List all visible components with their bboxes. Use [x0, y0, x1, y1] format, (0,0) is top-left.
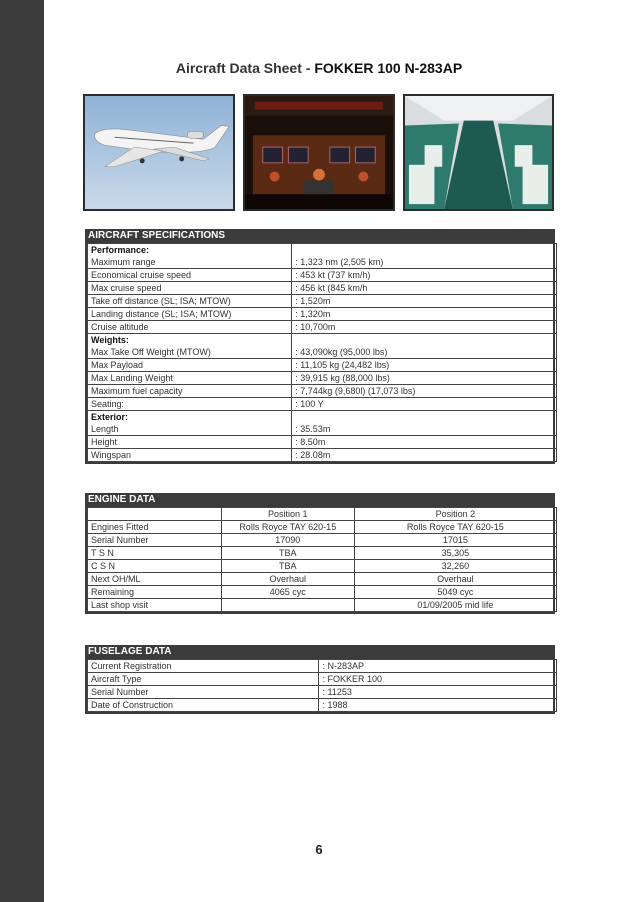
- engine-label: T S N: [88, 547, 222, 560]
- spec-value: : 43,090kg (95,000 lbs): [292, 346, 557, 359]
- engine-label: Next OH/ML: [88, 573, 222, 586]
- table-row: [88, 560, 557, 573]
- page-title: [44, 60, 594, 76]
- engine-position-2: 5049 cyc: [354, 586, 556, 599]
- section-header: AIRCRAFT SPECIFICATIONS: [85, 229, 555, 243]
- table-row: [88, 547, 557, 560]
- table-row: [88, 359, 557, 372]
- spec-label: Max cruise speed: [88, 282, 292, 295]
- table-row: [88, 673, 557, 686]
- specifications-table: [87, 243, 557, 462]
- fuselage-label: Serial Number: [88, 686, 319, 699]
- table-row: [88, 256, 557, 269]
- fuselage-value: : 11253: [319, 686, 557, 699]
- engine-label: Remaining: [88, 586, 222, 599]
- group-label: Exterior:: [88, 411, 292, 424]
- spec-value: : 456 kt (845 km/h: [292, 282, 557, 295]
- engine-position-2: 17015: [354, 534, 556, 547]
- table-row: [88, 686, 557, 699]
- spec-value: : 1,323 nm (2,505 km): [292, 256, 557, 269]
- engine-label: Engines Fitted: [88, 521, 222, 534]
- table-row: [88, 599, 557, 612]
- spec-label: Length: [88, 423, 292, 436]
- column-header: Position 2: [354, 508, 556, 521]
- engine-position-1: [221, 599, 354, 612]
- engine-position-2: Overhaul: [354, 573, 556, 586]
- fuselage-value: : FOKKER 100: [319, 673, 557, 686]
- title-prefix: Aircraft Data Sheet -: [175, 60, 315, 76]
- spec-value: : 10,700m: [292, 321, 557, 334]
- spec-label: Maximum range: [88, 256, 292, 269]
- spec-value: : 1,520m: [292, 295, 557, 308]
- engine-position-2: 01/09/2005 mid life: [354, 599, 556, 612]
- cockpit-photo: [243, 94, 395, 211]
- table-row: [88, 436, 557, 449]
- engine-data-section: [85, 493, 555, 614]
- aircraft-specifications-section: [85, 229, 555, 464]
- table-row: [88, 334, 557, 347]
- column-header: Position 1: [221, 508, 354, 521]
- spec-label: Height: [88, 436, 292, 449]
- table-row: [88, 521, 557, 534]
- table-row: [88, 269, 557, 282]
- engine-label: Serial Number: [88, 534, 222, 547]
- spec-value: : 1,320m: [292, 308, 557, 321]
- fuselage-value: : N-283AP: [319, 660, 557, 673]
- table-row: [88, 411, 557, 424]
- table-row: [88, 321, 557, 334]
- table-row: [88, 295, 557, 308]
- engine-position-2: 35,305: [354, 547, 556, 560]
- engine-position-2: Rolls Royce TAY 620-15: [354, 521, 556, 534]
- group-spacer: [292, 244, 557, 257]
- table-row: [88, 508, 557, 521]
- engine-position-1: TBA: [221, 547, 354, 560]
- table-row: [88, 660, 557, 673]
- engine-position-1: 4065 cyc: [221, 586, 354, 599]
- spec-label: Max Take Off Weight (MTOW): [88, 346, 292, 359]
- page-number: 6: [315, 842, 323, 857]
- table-row: [88, 449, 557, 462]
- title-aircraft: FOKKER 100 N-283AP: [314, 60, 463, 76]
- spec-label: Maximum fuel capacity: [88, 385, 292, 398]
- table-row: [88, 282, 557, 295]
- engine-position-1: TBA: [221, 560, 354, 573]
- engine-position-1: 17090: [221, 534, 354, 547]
- spec-value: : 28.08m: [292, 449, 557, 462]
- table-row: [88, 372, 557, 385]
- engine-position-2: 32,260: [354, 560, 556, 573]
- engine-label: Last shop visit: [88, 599, 222, 612]
- table-row: [88, 534, 557, 547]
- spec-value: : 8.50m: [292, 436, 557, 449]
- spec-value: : 453 kt (737 km/h): [292, 269, 557, 282]
- engine-table: [87, 507, 557, 612]
- spec-label: Max Payload: [88, 359, 292, 372]
- engine-label: C S N: [88, 560, 222, 573]
- engine-position-1: Overhaul: [221, 573, 354, 586]
- aircraft-exterior-photo: [83, 94, 235, 211]
- table-row: [88, 244, 557, 257]
- table-row: [88, 385, 557, 398]
- spec-label: Max Landing Weight: [88, 372, 292, 385]
- fuselage-label: Date of Construction: [88, 699, 319, 712]
- column-header: [88, 508, 222, 521]
- table-row: [88, 586, 557, 599]
- fuselage-label: Current Registration: [88, 660, 319, 673]
- spec-value: : 39,915 kg (88,000 lbs): [292, 372, 557, 385]
- spec-label: Cruise altitude: [88, 321, 292, 334]
- group-spacer: [292, 411, 557, 424]
- section-header: FUSELAGE DATA: [85, 645, 555, 659]
- spec-value: : 7,744kg (9,680l) (17,073 lbs): [292, 385, 557, 398]
- fuselage-data-section: [85, 645, 555, 714]
- cabin-photo: [403, 94, 554, 211]
- section-header: ENGINE DATA: [85, 493, 555, 507]
- side-bar: [0, 0, 44, 902]
- spec-label: Take off distance (SL; ISA; MTOW): [88, 295, 292, 308]
- table-row: [88, 423, 557, 436]
- table-row: [88, 346, 557, 359]
- fuselage-value: : 1988: [319, 699, 557, 712]
- spec-label: Economical cruise speed: [88, 269, 292, 282]
- fuselage-table: [87, 659, 557, 712]
- spec-value: : 35.53m: [292, 423, 557, 436]
- table-row: [88, 308, 557, 321]
- group-label: Performance:: [88, 244, 292, 257]
- table-row: [88, 573, 557, 586]
- fuselage-label: Aircraft Type: [88, 673, 319, 686]
- group-label: Weights:: [88, 334, 292, 347]
- spec-label: Landing distance (SL; ISA; MTOW): [88, 308, 292, 321]
- group-spacer: [292, 334, 557, 347]
- spec-value: : 11,105 kg (24,482 lbs): [292, 359, 557, 372]
- engine-position-1: Rolls Royce TAY 620-15: [221, 521, 354, 534]
- table-row: [88, 699, 557, 712]
- spec-label: Wingspan: [88, 449, 292, 462]
- spec-value: : 100 Y: [292, 398, 557, 411]
- spec-label: Seating:: [88, 398, 292, 411]
- table-row: [88, 398, 557, 411]
